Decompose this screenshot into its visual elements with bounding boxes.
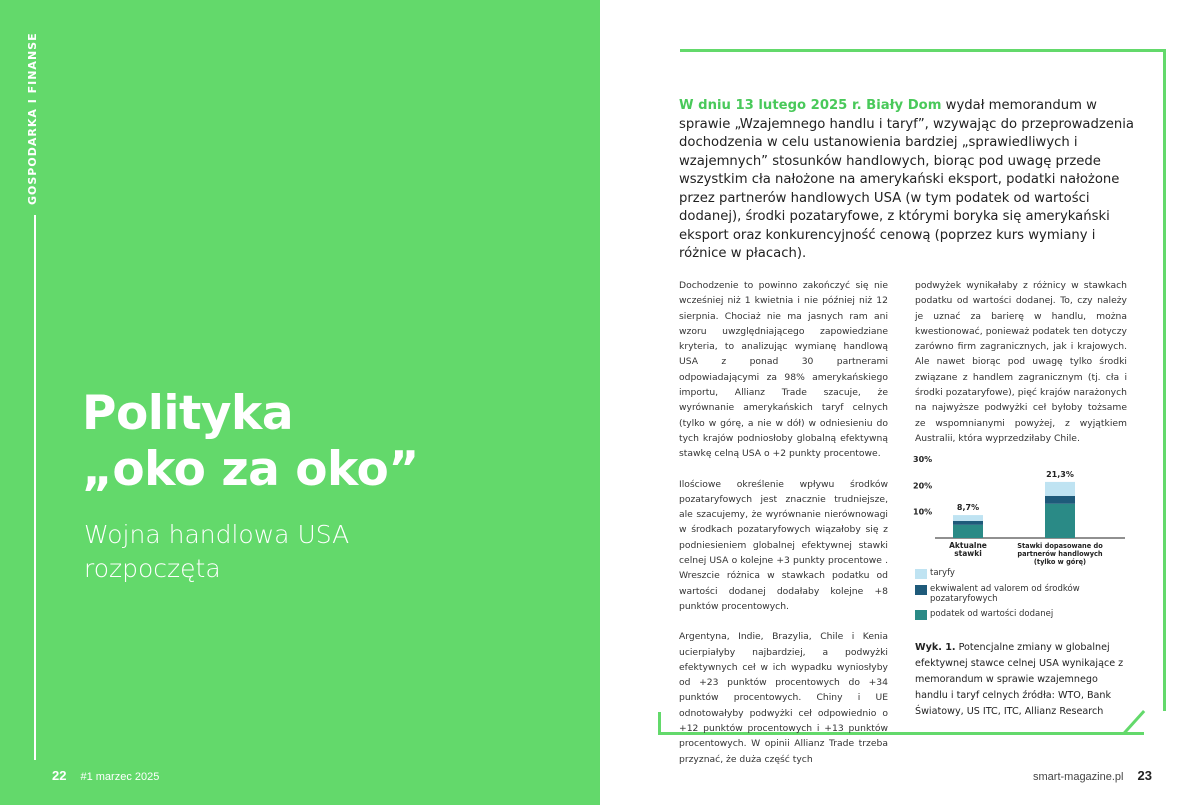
x-tick-label: partnerów handlowych: [1017, 550, 1103, 558]
caption-label: Wyk. 1.: [915, 642, 956, 653]
bar-segment: [1045, 482, 1075, 496]
data-label: 8,7%: [956, 503, 980, 513]
right-folio: [1033, 768, 1152, 783]
legend-label: ekwiwalent ad valorem od środków pozataryfowych: [930, 584, 1080, 604]
subtitle-line-2: rozpoczęta: [84, 554, 221, 583]
bar-segment: [953, 521, 983, 525]
data-label: 21,3%: [1046, 469, 1074, 479]
subtitle-line-1: Wojna handlowa USA: [84, 520, 350, 549]
x-tick-label: Stawki dopasowane do: [1017, 542, 1103, 550]
legend-label: podatek od wartości dodanej: [930, 609, 1054, 619]
chart-legend: [915, 568, 1127, 625]
legend-swatch-nontariff: [915, 585, 927, 595]
frame-corner-rule: [1123, 710, 1145, 734]
vertical-divider: [34, 215, 36, 760]
paragraph: Ilościowe określenie wpływu środków pozataryfowych jest znacznie trudniejsze, ale szacujemy, że wyrównanie nierównowagi w środkach pozataryfowych wiązałoby się z podniesieniem globalnej efektywnej stawki celnej USA o kolejne +3 punkty procentowe . Wreszcie różnica w stawkach podatku od wartości dodanej dodałaby kolejne +8 punktów procentowych.: [679, 478, 888, 612]
paragraph: Argentyna, Indie, Brazylia, Chile i Kenia ucierpiałyby najbardziej, a podwyżki efektywnych ceł w ich wypadku wyniosłyby od +23 punktów procentowych do +34 punktów procentowych. Chiny i UE odnotowałyby podwyżki ceł odpowiednio o +12 punktów procentowych i +13 punktów procentowych. W opinii Allianz Trade trzeba przyznać, że duża część tych: [679, 631, 888, 765]
x-tick-label: (tylko w górę): [1033, 558, 1087, 566]
right-page: [600, 0, 1200, 805]
legend-swatch-vat: [915, 610, 927, 620]
y-tick-label: 30%: [913, 455, 933, 464]
legend-swatch-tariffs: [915, 569, 927, 579]
tariff-chart: [913, 452, 1133, 582]
bar-segment: [1045, 504, 1075, 538]
bar-segment: [953, 525, 983, 538]
bar-segment: [1045, 496, 1075, 504]
issue-label: #1 marzec 2025: [80, 771, 160, 783]
title-line-2: „oko za oko”: [82, 442, 419, 497]
right-page-number: 23: [1137, 768, 1152, 783]
frame-right-rule: [1163, 49, 1166, 711]
legend-item-tariffs: [915, 568, 1127, 579]
paragraph: Dochodzenie to powinno zakończyć się nie wcześniej niż 1 kwietnia i nie później niż 12 sierpnia. Chociaż nie ma jasnych ram ani wzoru uwzględniającego zapowiedziane kryteria, to analizując wymianę handlową USA z ponad 30 partnerami odpowiadającymi za 98% amerykańskiego importu, Allianz Trade szacuje, że wyrównanie amerykańskich taryf celnych (tylko w górę, a nie w dół) w odniesieniu do tych krajów podniosłoby globalną efektywną stawkę celną USA o +2 punkty procentowe.: [679, 280, 888, 460]
section-label: GOSPODARKA I FINANSE: [26, 32, 39, 205]
lead-paragraph: [679, 97, 1141, 264]
left-page-number: 22: [52, 768, 67, 783]
y-tick-label: 20%: [913, 481, 933, 491]
y-tick-label: 10%: [913, 507, 933, 517]
article-title: [82, 386, 419, 498]
legend-item-vat: [915, 609, 1127, 620]
x-tick-label: Aktualne: [949, 541, 987, 550]
text-column-2: [915, 278, 1127, 461]
chart-caption: [915, 640, 1125, 720]
text-column-1: [679, 278, 888, 782]
legend-item-nontariff: [915, 584, 1127, 604]
frame-left-rule: [658, 712, 661, 735]
site-url: smart-magazine.pl: [1033, 771, 1124, 783]
legend-label: taryfy: [930, 568, 955, 578]
x-tick-label: stawki: [954, 549, 982, 558]
bar-segment: [953, 515, 983, 521]
left-folio: [52, 768, 159, 783]
frame-top-rule: [680, 49, 1166, 52]
lead-highlight: W dniu 13 lutego 2025 r. Biały Dom: [679, 98, 942, 113]
article-subtitle: [84, 518, 349, 586]
paragraph: podwyżek wynikałaby z różnicy w stawkach podatku od wartości dodanej. To, czy należy je uznać za barierę w handlu, można kwestionować, ponieważ podatek ten dotyczy zarówno firm zagranicznych, jak i krajowych. Ale nawet biorąc pod uwagę tylko środki związane z handlem zagranicznym (tj. cła i środki pozataryfowe), pięć krajów narażonych na najwyższe podwyżki ceł byłoby tożsame ze wspomnianymi powyżej, z wyjątkiem Australii, która wyprzedziłaby Chile.: [915, 280, 1127, 444]
title-line-1: Polityka: [82, 386, 294, 441]
caption-text: Potencjalne zmiany w globalnej efektywnej stawce celnej USA wynikające z memorandum w sprawie wzajemnego handlu i taryf celnych źródła: WTO, Bank Światowy, US ITC, ITC, Allianz Research: [915, 642, 1124, 717]
lead-text: wydał memorandum w sprawie „Wzajemnego handlu i taryf”, wzywając do przeprowadzenia dochodzenia w celu ustanowienia bardziej „sprawiedliwych i wzajemnych” stosunków handlowych, biorąc pod uwagę przede wszystkim cła nałożone na amerykański eksport, podatki nałożone przez partnerów handlowych USA (w tym podatek od wartości dodanej), środki pozataryfowe, z którymi boryka się amerykański eksport oraz konkurencyjność cenową (poprzez kurs wymiany i różnice w płacach).: [679, 98, 1135, 261]
